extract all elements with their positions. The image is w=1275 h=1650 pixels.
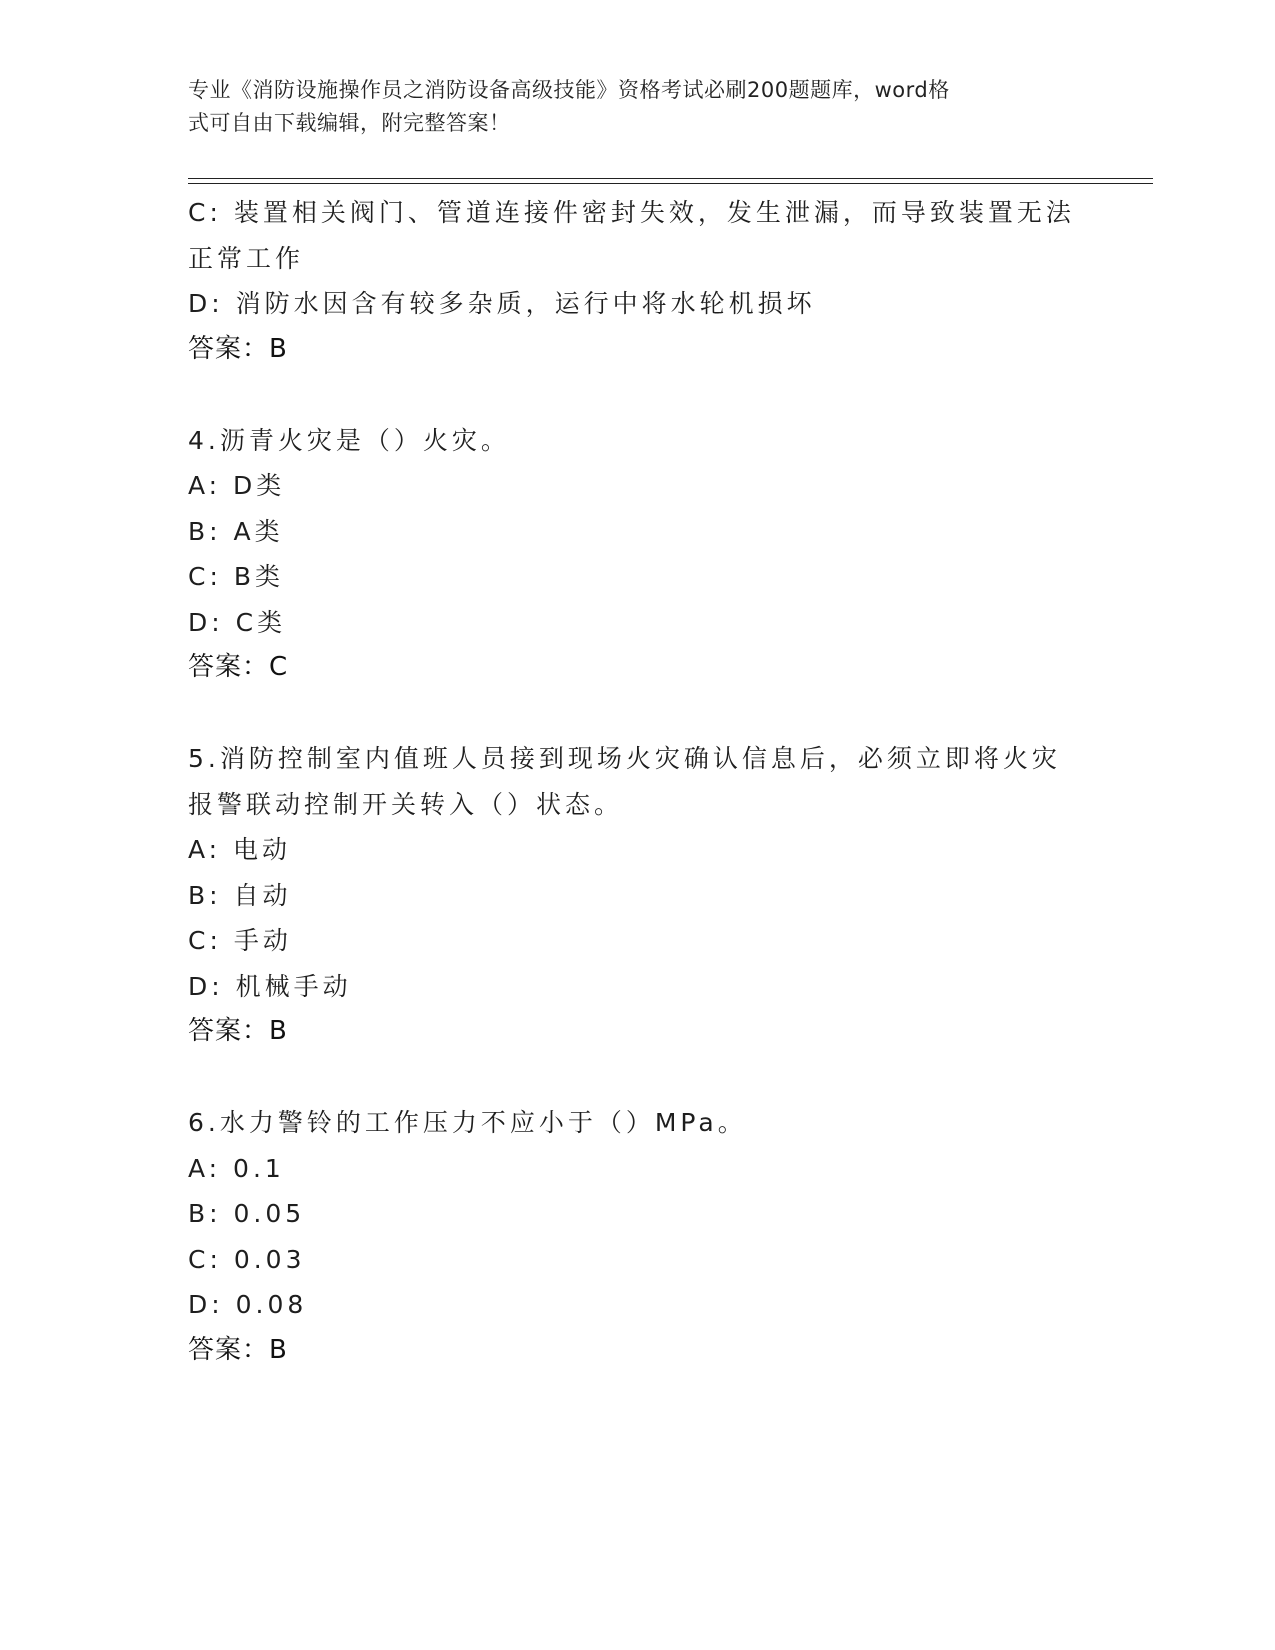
question-stem-line-2: 报警联动控制开关转入（）状态。	[188, 789, 624, 819]
option-c-line-1: C: 装置相关阀门、管道连接件密封失效，发生泄漏，而导致装置无法	[188, 198, 1075, 227]
question-5	[188, 736, 1088, 1055]
question-list	[188, 190, 1088, 1373]
option-c: C: 手动	[188, 926, 292, 955]
question-6	[188, 1100, 1088, 1373]
option-d: D: 0.08	[188, 1290, 308, 1319]
spacer	[188, 1055, 1088, 1101]
option-c: C: B类	[188, 562, 284, 591]
header-divider-bottom	[188, 183, 1153, 184]
option-d: D: 消防水因含有较多杂质，运行中将水轮机损坏	[188, 289, 816, 318]
header-line-2: 式可自由下载编辑，附完整答案！	[188, 111, 511, 135]
question-4	[188, 418, 1088, 691]
option-d: D: 机械手动	[188, 971, 352, 1001]
option-d: D: C类	[188, 607, 287, 637]
option-b: B: A类	[188, 516, 284, 546]
option-c: C: 0.03	[188, 1244, 306, 1274]
option-c-line-2: 正常工作	[188, 243, 305, 273]
answer: 答案：B	[188, 1334, 288, 1365]
option-b: B: 0.05	[188, 1199, 306, 1228]
spacer	[188, 691, 1088, 737]
header-divider-top	[188, 178, 1153, 179]
option-a: A: 0.1	[188, 1153, 285, 1183]
option-a: A: D类	[188, 471, 286, 500]
answer: 答案：B	[188, 333, 288, 364]
answer: 答案：B	[188, 1016, 288, 1046]
answer: 答案：C	[188, 652, 289, 682]
header-line-1: 专业《消防设施操作员之消防设备高级技能》资格考试必刷200题题库，word格	[188, 78, 950, 102]
question-stem: 4.沥青火灾是（）火灾。	[188, 425, 510, 455]
question-3-fragment	[188, 190, 1088, 372]
question-stem: 6.水力警铃的工作压力不应小于（）MPa。	[188, 1108, 747, 1137]
spacer	[188, 372, 1088, 418]
document-header	[188, 74, 1068, 140]
question-stem-line-1: 5.消防控制室内值班人员接到现场火灾确认信息后，必须立即将火灾	[188, 744, 1061, 773]
option-a: A: 电动	[188, 835, 292, 864]
option-b: B: 自动	[188, 880, 292, 910]
